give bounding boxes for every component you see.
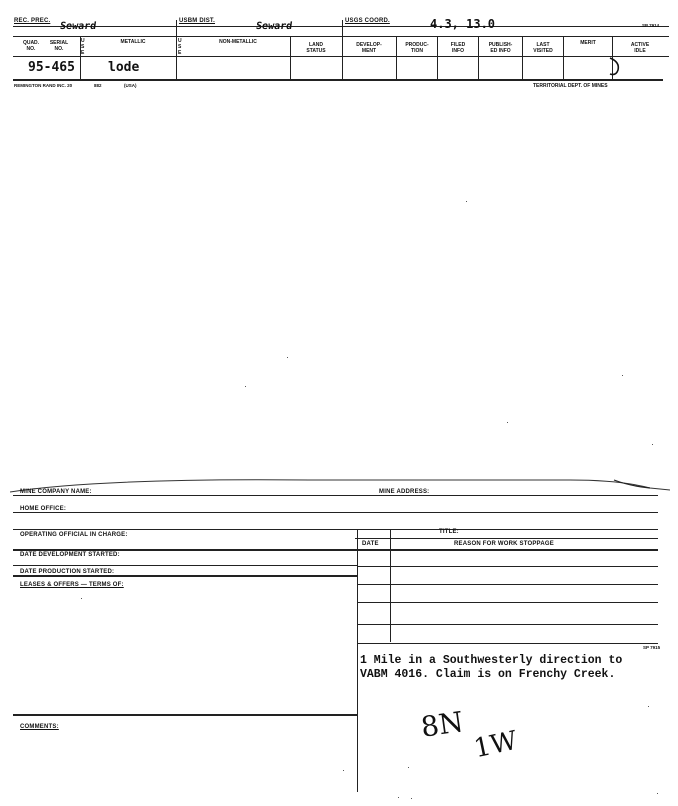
divider xyxy=(13,512,658,513)
speck xyxy=(245,386,246,387)
divider xyxy=(357,530,358,792)
department-label: TERRITORIAL DEPT. OF MINES xyxy=(533,83,608,89)
divider xyxy=(176,20,177,79)
speck xyxy=(398,797,399,798)
mine-address-label: MINE ADDRESS: xyxy=(379,489,430,495)
printer-label: REMINGTON RAND INC. 20 xyxy=(14,83,73,88)
handwritten-range: 1W xyxy=(471,725,520,765)
form-code-2: SP 7915 xyxy=(643,645,661,650)
divider xyxy=(13,79,663,81)
col-active-idle: ACTIVE IDLE xyxy=(630,42,650,54)
divider xyxy=(358,584,658,585)
speck xyxy=(287,357,288,358)
title-label: TITLE: xyxy=(439,529,459,535)
col-merit: MERIT xyxy=(580,40,596,46)
usgs-coord-value: 4.3, 13.0 xyxy=(430,17,496,31)
date-development-label: DATE DEVELOPMENT STARTED: xyxy=(20,552,120,558)
home-office-label: HOME OFFICE: xyxy=(20,506,67,512)
col-published-info: PUBLISH- ED INFO xyxy=(488,42,513,54)
leases-offers-label: LEASES & OFFERS — TERMS OF: xyxy=(20,582,124,588)
usbm-dist-label: USBM DIST. xyxy=(179,18,216,24)
col-development: DEVELOP- MENT xyxy=(356,42,382,54)
speck xyxy=(648,706,649,707)
comments-label: COMMENTS: xyxy=(20,724,59,730)
divider xyxy=(390,530,391,642)
divider xyxy=(13,529,658,530)
divider xyxy=(13,56,669,57)
rec-prec-label: REC. PREC. xyxy=(14,18,51,24)
speck xyxy=(652,444,653,445)
divider xyxy=(13,26,669,27)
usgs-coord-label: USGS COORD. xyxy=(345,18,390,24)
col-last-visited: LAST VISITED xyxy=(533,42,553,54)
form-code: SP 7914 xyxy=(642,23,660,28)
divider xyxy=(358,602,658,603)
divider xyxy=(13,549,658,551)
printer-code: 882 xyxy=(94,83,102,88)
divider xyxy=(478,36,479,79)
operating-official-label: OPERATING OFFICIAL IN CHARGE: xyxy=(20,532,128,538)
divider xyxy=(355,538,658,539)
divider xyxy=(13,36,669,37)
location-note-line-2: VABM 4016. Claim is on Frenchy Creek. xyxy=(360,668,616,681)
speck xyxy=(343,770,344,771)
col-metallic: METALLIC xyxy=(120,39,146,45)
col-use-2: U S E xyxy=(178,38,182,56)
divider xyxy=(563,36,564,79)
handwritten-township: 8N xyxy=(418,705,466,744)
quad-serial-value: 95-465 xyxy=(28,60,75,75)
divider xyxy=(13,575,358,577)
divider xyxy=(522,36,523,79)
divider xyxy=(290,36,291,79)
divider xyxy=(437,36,438,79)
col-filed-info: FILED INFO xyxy=(450,42,466,54)
divider xyxy=(13,565,358,566)
printer-note: (USA) xyxy=(124,83,137,88)
speck xyxy=(408,767,409,768)
col-land-status: LAND STATUS xyxy=(306,42,326,54)
rec-prec-value: Seward xyxy=(59,21,97,32)
divider xyxy=(342,20,343,79)
reason-stoppage-label: REASON FOR WORK STOPPAGE xyxy=(454,541,554,547)
speck xyxy=(622,375,623,376)
speck xyxy=(466,201,467,202)
usbm-dist-value: Seward xyxy=(255,21,293,32)
col-quad-no: QUAD. NO. xyxy=(22,40,40,52)
speck xyxy=(81,598,82,599)
date-column-label: DATE xyxy=(362,541,379,547)
divider xyxy=(396,36,397,79)
divider xyxy=(13,714,358,716)
col-production: PRODUC- TION xyxy=(405,42,429,54)
mine-company-name-label: MINE COMPANY NAME: xyxy=(20,489,92,495)
divider xyxy=(358,643,658,644)
divider xyxy=(358,624,658,625)
speck xyxy=(507,422,508,423)
col-use-1: U S E xyxy=(81,38,85,56)
date-production-label: DATE PRODUCTION STARTED: xyxy=(20,569,115,575)
col-non-metallic: NON-METALLIC xyxy=(219,39,257,45)
active-checkmark-icon xyxy=(606,56,626,80)
location-note-line-1: 1 Mile in a Southwesterly direction to xyxy=(360,654,623,667)
divider xyxy=(358,566,658,567)
col-serial-no: SERIAL NO. xyxy=(49,40,69,52)
speck xyxy=(657,793,658,794)
divider xyxy=(13,495,658,496)
metallic-value: lode xyxy=(108,60,140,75)
speck xyxy=(411,798,412,799)
